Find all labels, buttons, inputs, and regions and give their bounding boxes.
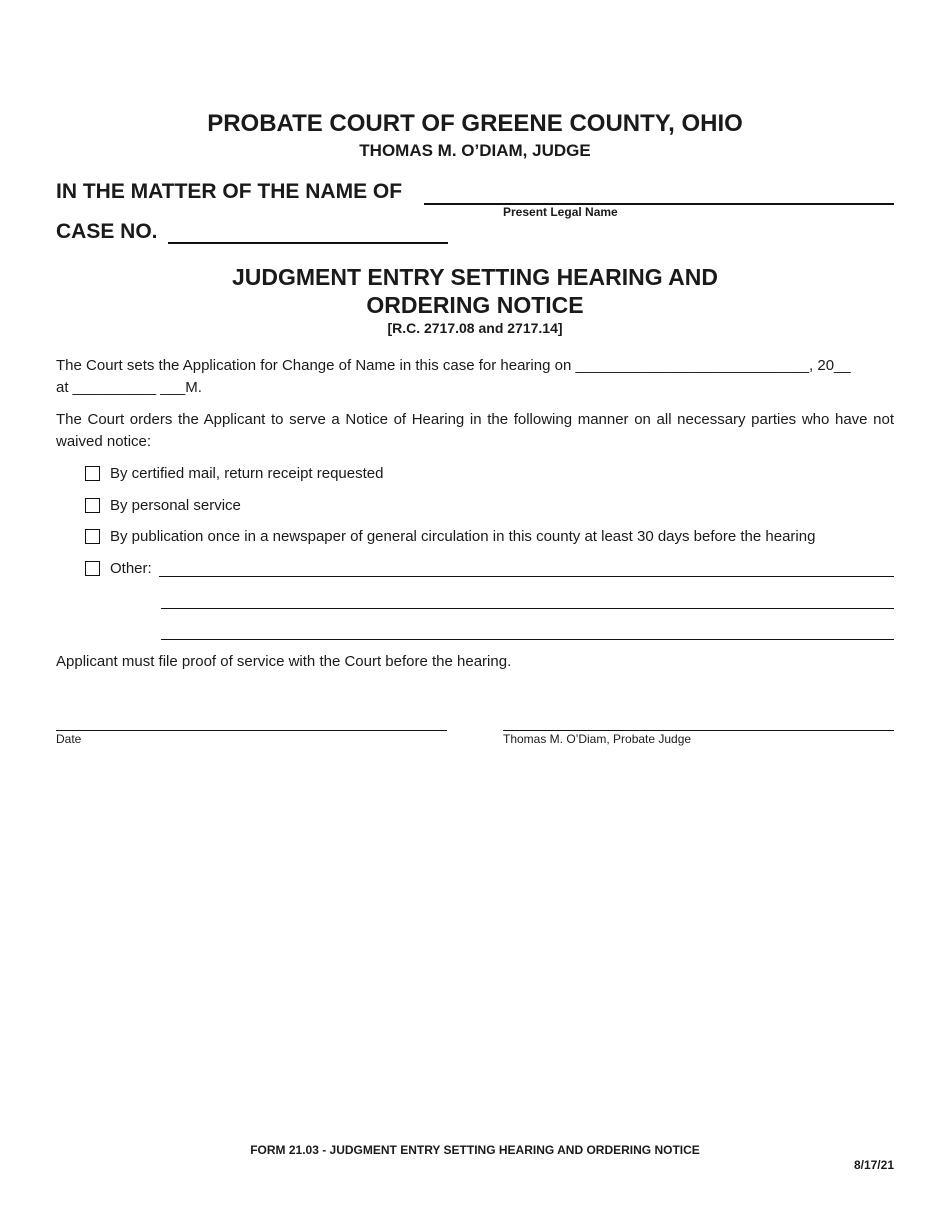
hearing-time-line: at __________ ___M. (56, 379, 202, 396)
other-field-line-3[interactable] (161, 639, 894, 640)
judge-signature-line[interactable] (503, 730, 894, 731)
date-caption: Date (56, 732, 82, 746)
judge-signature-caption: Thomas M. O’Diam, Probate Judge (503, 732, 692, 746)
document-title-line2: ORDERING NOTICE (366, 292, 584, 318)
present-legal-name-field[interactable] (424, 203, 894, 205)
statute-reference: [R.C. 2717.08 and 2717.14] (387, 320, 563, 336)
matter-label: IN THE MATTER OF THE NAME OF (56, 180, 403, 203)
case-no-label: CASE NO. (56, 220, 158, 243)
document-title-line1: JUDGMENT ENTRY SETTING HEARING AND (231, 264, 718, 290)
proof-of-service-notice: Applicant must file proof of service with the Court before the hearing. (56, 653, 512, 670)
document-title (0, 263, 950, 319)
personal-service-label: By personal service (110, 497, 241, 514)
hearing-paragraph: The Court sets the Application for Change of Name in this case for hearing on ____________________________, 20__ (56, 357, 851, 374)
case-no-field[interactable] (168, 242, 448, 244)
other-field-line-2[interactable] (161, 608, 894, 609)
court-title: PROBATE COURT OF GREENE COUNTY, OHIO (207, 110, 743, 137)
certified-mail-checkbox[interactable] (85, 466, 100, 481)
judge-name: THOMAS M. O’DIAM, JUDGE (359, 141, 591, 160)
other-checkbox[interactable] (85, 561, 100, 576)
publication-label: By publication once in a newspaper of general circulation in this county at least 30 days before the hearing (110, 528, 816, 545)
notice-paragraph: The Court orders the Applicant to serve a Notice of Hearing in the following manner on all necessary parties who have not waived notice: (56, 411, 894, 450)
form-footer: FORM 21.03 - JUDGMENT ENTRY SETTING HEARING AND ORDERING NOTICE (250, 1143, 700, 1157)
present-legal-name-label: Present Legal Name (503, 205, 618, 219)
revision-date: 8/17/21 (853, 1158, 894, 1172)
date-signature-line[interactable] (56, 730, 447, 731)
other-label: Other: (110, 560, 152, 577)
publication-checkbox[interactable] (85, 529, 100, 544)
other-field-line-1[interactable] (159, 576, 894, 577)
personal-service-checkbox[interactable] (85, 498, 100, 513)
certified-mail-label: By certified mail, return receipt requested (110, 465, 384, 482)
